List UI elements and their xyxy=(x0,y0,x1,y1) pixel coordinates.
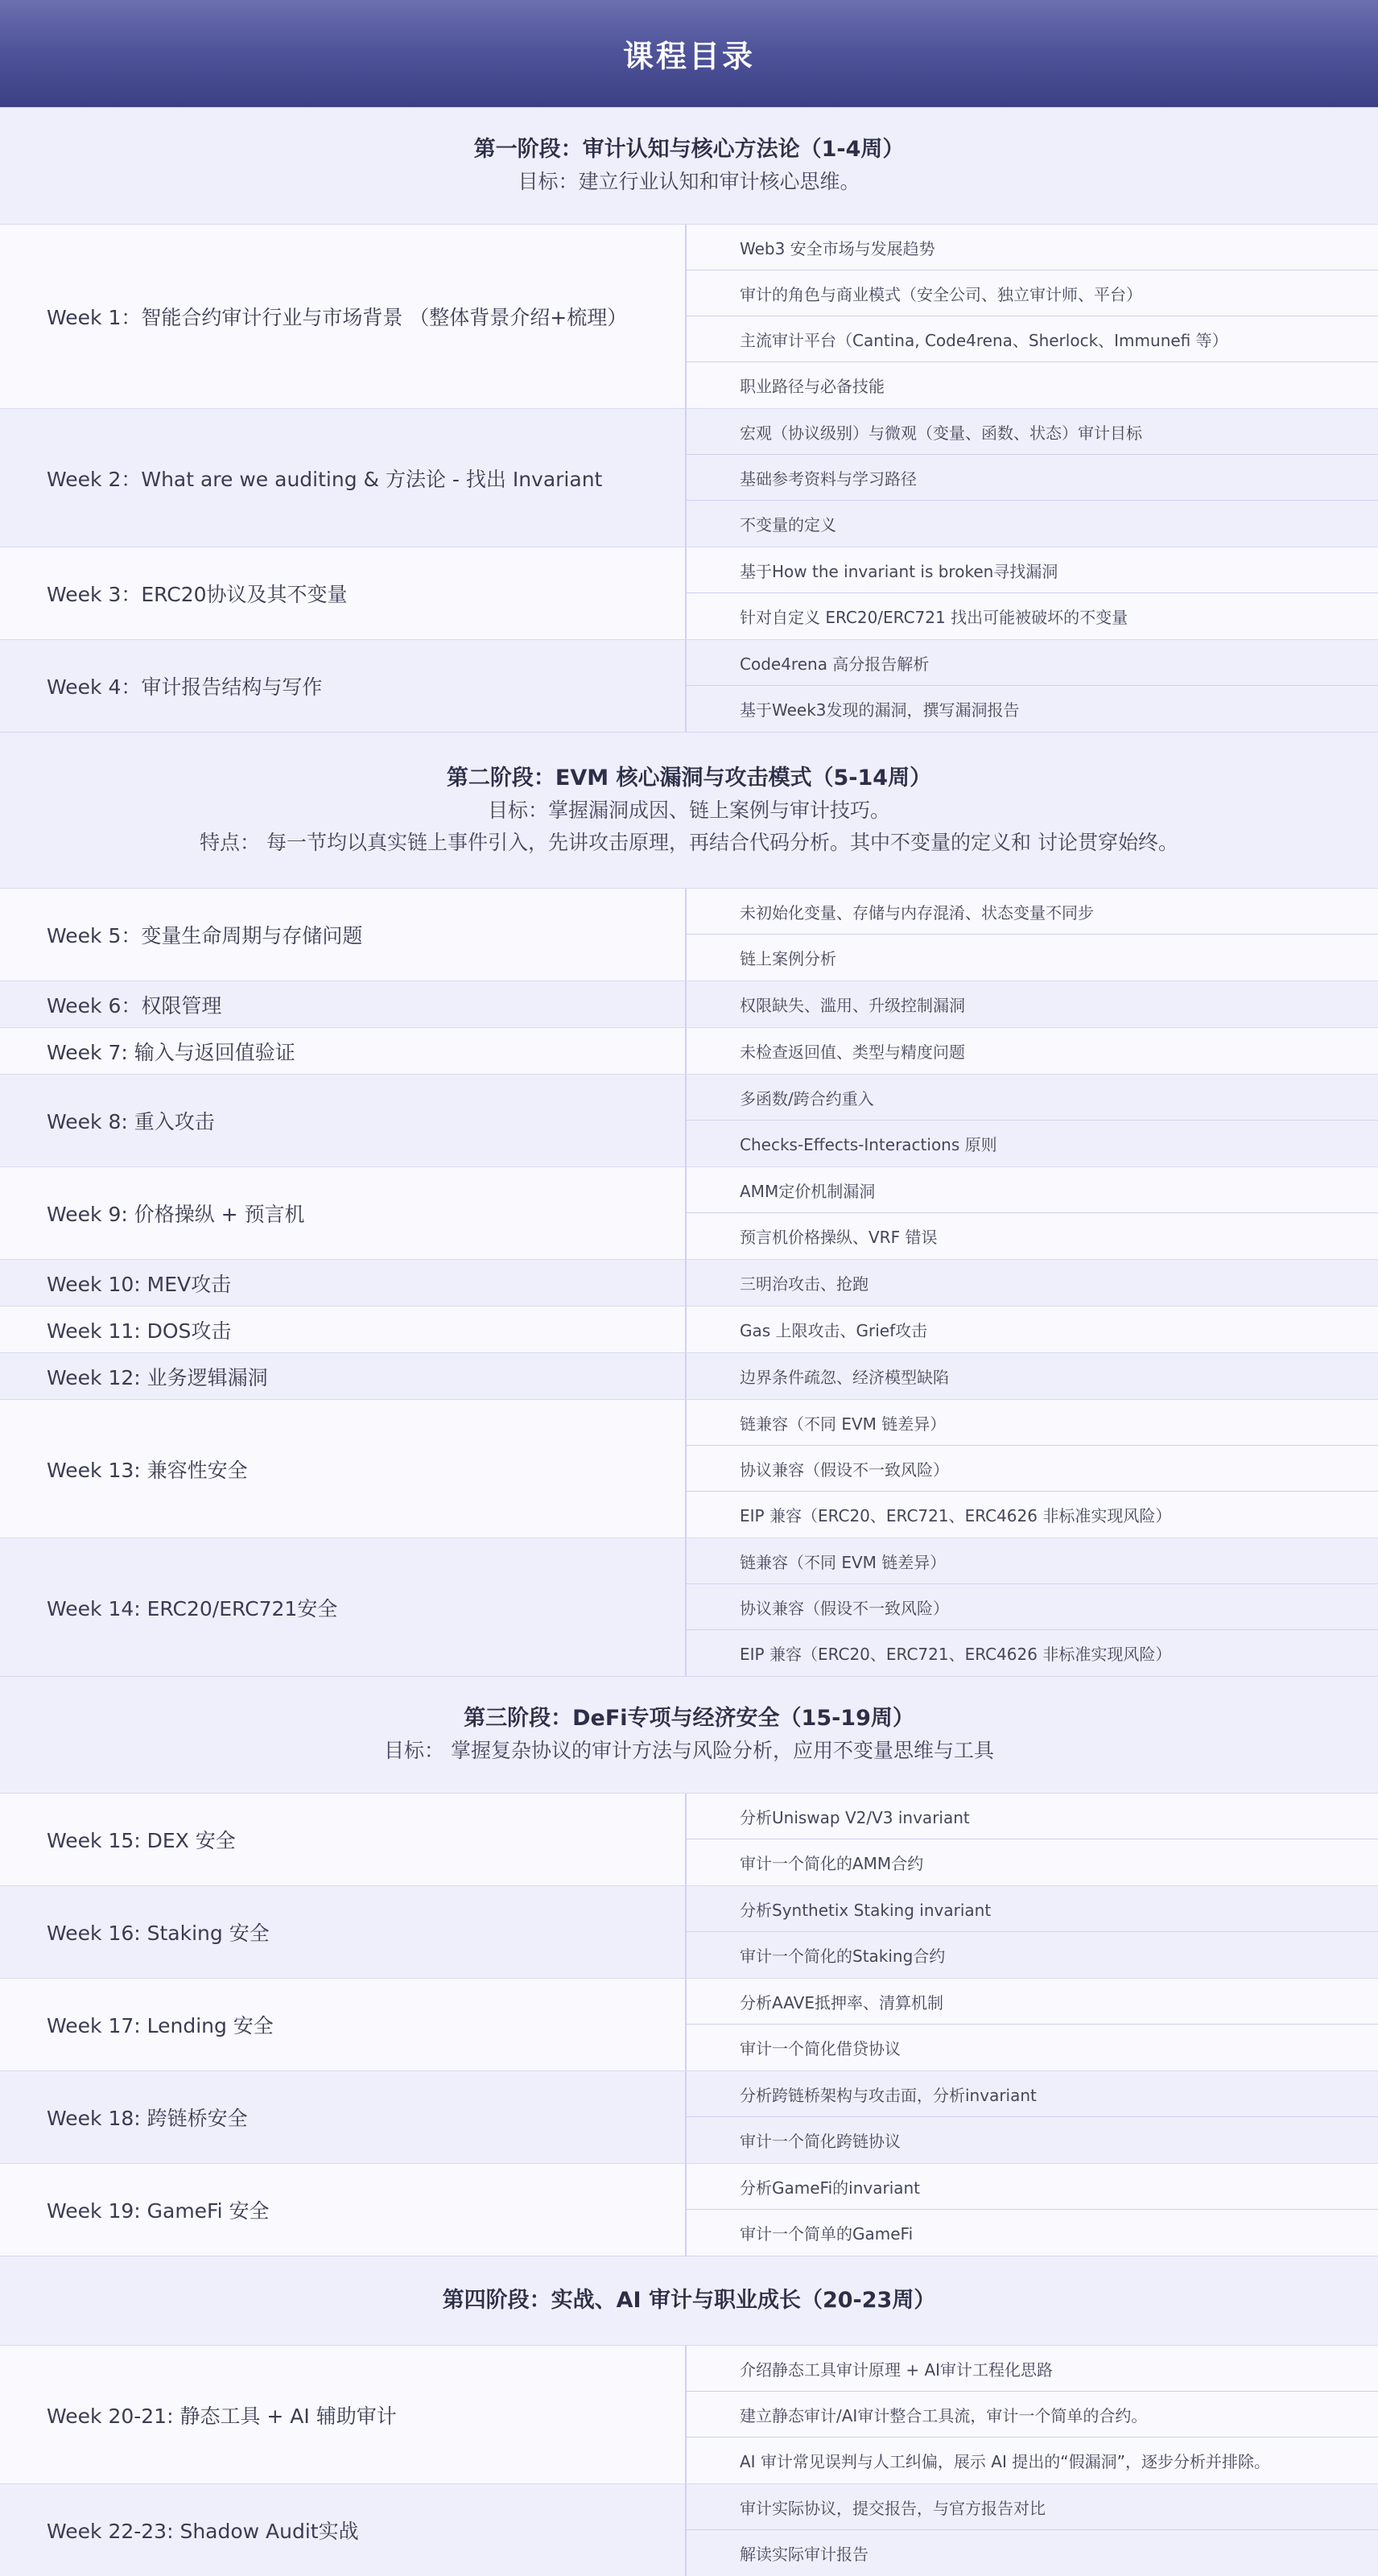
week-row xyxy=(0,1259,1378,1306)
week-title: Week 7: 输入与返回值验证 xyxy=(0,1028,687,1074)
topic-item: 介绍静态工具审计原理 + AI审计工程化思路 xyxy=(687,2346,1378,2392)
week-title: Week 9: 价格操纵 + 预言机 xyxy=(0,1167,687,1259)
topic-item: EIP 兼容（ERC20、ERC721、ERC4626 非标准实现风险） xyxy=(740,1645,1172,1664)
week-title: Week 20-21: 静态工具 + AI 辅助审计 xyxy=(0,2346,687,2483)
week-title: Week 16: Staking 安全 xyxy=(0,1886,687,1978)
week-topics xyxy=(687,1167,1378,1259)
stage-header xyxy=(0,1676,1378,1793)
topic-item: 解读实际审计报告 xyxy=(740,2545,868,2564)
topic-item: 审计一个简化的Staking合约 xyxy=(740,1946,946,1966)
week-row xyxy=(0,1399,1378,1538)
week-title: Week 4：审计报告结构与写作 xyxy=(0,640,687,732)
topic-item: 未初始化变量、存储与内存混淆、状态变量不同步 xyxy=(687,889,1378,935)
stage-header xyxy=(0,2256,1378,2345)
stage-description: 特点： 每一节均以真实链上事件引入，先讲攻击原理，再结合代码分析。其中不变量的定义和 讨论贯穿始终。 xyxy=(200,830,1178,854)
week-row xyxy=(0,2163,1378,2256)
week-topics xyxy=(687,1260,1378,1306)
topic-item: Web3 安全市场与发展趋势 xyxy=(687,225,1378,270)
topic-item: 审计一个简单的GameFi xyxy=(740,2224,914,2244)
week-topics xyxy=(687,2484,1378,2576)
stage-description: 目标：建立行业认知和审计核心思维。 xyxy=(518,170,860,193)
topic-item: 分析跨链桥架构与攻击面，分析invariant xyxy=(687,2071,1378,2117)
topic-item: 审计一个简化跨链协议 xyxy=(740,2132,901,2151)
topic-item: 三明治攻击、抢跑 xyxy=(740,1274,868,1294)
week-row xyxy=(0,1793,1378,1885)
week-topics xyxy=(687,2071,1378,2163)
week-topics xyxy=(687,640,1378,732)
topic-item: 基于How the invariant is broken寻找漏洞 xyxy=(687,547,1378,593)
topic-item: Code4rena 高分报告解析 xyxy=(687,640,1378,686)
week-topics xyxy=(687,1353,1378,1399)
topic-item: Gas 上限攻击、Grief攻击 xyxy=(740,1321,928,1340)
topic-item: 审计的角色与商业模式（安全公司、独立审计师、平台） xyxy=(687,270,1378,316)
topic-item: 链兼容（不同 EVM 链差异） xyxy=(687,1400,1378,1446)
stage-description: 目标： 掌握复杂协议的审计方法与风险分析，应用不变量思维与工具 xyxy=(384,1739,994,1762)
topic-item: 审计一个简化的AMM合约 xyxy=(740,1854,924,1873)
stage-description: 目标：掌握漏洞成因、链上案例与审计技巧。 xyxy=(487,798,890,822)
week-row xyxy=(0,980,1378,1027)
week-title: Week 18: 跨链桥安全 xyxy=(0,2071,687,2163)
topic-item: 主流审计平台（Cantina, Code4rena、Sherlock、Immunefi 等） xyxy=(687,316,1378,362)
week-title: Week 6：权限管理 xyxy=(0,981,687,1027)
week-title: Week 14: ERC20/ERC721安全 xyxy=(0,1538,687,1676)
week-title: Week 15: DEX 安全 xyxy=(0,1794,687,1885)
week-row xyxy=(0,1538,1378,1676)
week-row xyxy=(0,1885,1378,1978)
week-topics xyxy=(687,2346,1378,2483)
topic-item: 审计一个简化借贷协议 xyxy=(740,2039,901,2058)
topic-item: 协议兼容（假设不一致风险） xyxy=(687,1584,1378,1630)
week-row xyxy=(0,1027,1378,1074)
topic-item: 多函数/跨合约重入 xyxy=(687,1075,1378,1121)
stage-title: 第三阶段：DeFi专项与经济安全（15-19周） xyxy=(464,1706,914,1731)
stage-title: 第二阶段：EVM 核心漏洞与攻击模式（5-14周） xyxy=(446,765,932,791)
topic-item: 分析Uniswap V2/V3 invariant xyxy=(687,1794,1378,1839)
week-row xyxy=(0,1166,1378,1259)
week-title: Week 17: Lending 安全 xyxy=(0,1979,687,2070)
week-topics xyxy=(687,981,1378,1027)
week-topics xyxy=(687,1075,1378,1166)
week-row xyxy=(0,1306,1378,1352)
week-row xyxy=(0,2070,1378,2163)
week-topics xyxy=(687,1794,1378,1885)
topic-item: 针对自定义 ERC20/ERC721 找出可能被破坏的不变量 xyxy=(740,608,1128,627)
topic-item: 基础参考资料与学习路径 xyxy=(687,455,1378,501)
week-title: Week 11: DOS攻击 xyxy=(0,1307,687,1352)
topic-item: 协议兼容（假设不一致风险） xyxy=(687,1446,1378,1492)
week-topics xyxy=(687,1307,1378,1352)
topic-item: 预言机价格操纵、VRF 错误 xyxy=(740,1228,938,1247)
week-row xyxy=(0,1074,1378,1166)
week-topics xyxy=(687,889,1378,980)
topic-item: 边界条件疏忽、经济模型缺陷 xyxy=(740,1368,949,1387)
topic-item: 分析GameFi的invariant xyxy=(687,2164,1378,2210)
topic-item: 未检查返回值、类型与精度问题 xyxy=(740,1042,965,1062)
stage-header xyxy=(0,107,1378,224)
week-title: Week 12: 业务逻辑漏洞 xyxy=(0,1353,687,1399)
week-row xyxy=(0,1352,1378,1399)
topic-item: 基于Week3发现的漏洞，撰写漏洞报告 xyxy=(740,700,1020,720)
topic-item: 分析AAVE抵押率、清算机制 xyxy=(687,1979,1378,2025)
week-title: Week 8: 重入攻击 xyxy=(0,1075,687,1166)
topic-item: 建立静态审计/AI审计整合工具流，审计一个简单的合约。 xyxy=(687,2392,1378,2438)
topic-item: 链上案例分析 xyxy=(740,949,836,968)
week-row xyxy=(0,408,1378,547)
topic-item: AMM定价机制漏洞 xyxy=(687,1167,1378,1213)
topic-item: 分析Synthetix Staking invariant xyxy=(687,1886,1378,1932)
week-title: Week 2：What are we auditing & 方法论 - 找出 Invariant xyxy=(0,409,687,547)
topic-item: AI 审计常见误判与人工纠偏，展示 AI 提出的“假漏洞”，逐步分析并排除。 xyxy=(740,2452,1270,2471)
stage-title: 第四阶段：实战、AI 审计与职业成长（20-23周） xyxy=(442,2288,936,2313)
topic-item: 审计实际协议，提交报告，与官方报告对比 xyxy=(687,2484,1378,2530)
week-title: Week 3：ERC20协议及其不变量 xyxy=(0,547,687,639)
week-title: Week 10: MEV攻击 xyxy=(0,1260,687,1306)
topic-item: 权限缺失、滥用、升级控制漏洞 xyxy=(740,996,965,1015)
topic-item: Checks-Effects-Interactions 原则 xyxy=(740,1135,997,1154)
stage-header xyxy=(0,732,1378,888)
page-title: 课程目录 xyxy=(0,0,1378,107)
week-title: Week 13: 兼容性安全 xyxy=(0,1400,687,1538)
week-row xyxy=(0,639,1378,732)
week-row xyxy=(0,224,1378,408)
course-catalog xyxy=(0,107,1378,2576)
week-topics xyxy=(687,409,1378,547)
topic-item: 链兼容（不同 EVM 链差异） xyxy=(687,1538,1378,1584)
topic-item: 职业路径与必备技能 xyxy=(740,377,885,396)
week-title: Week 19: GameFi 安全 xyxy=(0,2164,687,2256)
week-topics xyxy=(687,1886,1378,1978)
week-topics xyxy=(687,547,1378,639)
week-topics xyxy=(687,1400,1378,1538)
week-topics xyxy=(687,1979,1378,2070)
week-row xyxy=(0,2483,1378,2576)
week-row xyxy=(0,2345,1378,2483)
week-title: Week 5：变量生命周期与存储问题 xyxy=(0,889,687,980)
stage-title: 第一阶段：审计认知与核心方法论（1-4周） xyxy=(473,137,905,162)
week-topics xyxy=(687,1028,1378,1074)
week-title: Week 1：智能合约审计行业与市场背景 （整体背景介绍+梳理） xyxy=(0,225,687,408)
week-title: Week 22-23: Shadow Audit实战 xyxy=(0,2484,687,2576)
week-topics xyxy=(687,225,1378,408)
week-topics xyxy=(687,2164,1378,2256)
topic-item: EIP 兼容（ERC20、ERC721、ERC4626 非标准实现风险） xyxy=(740,1506,1172,1525)
week-row xyxy=(0,547,1378,639)
topic-item: 宏观（协议级别）与微观（变量、函数、状态）审计目标 xyxy=(687,409,1378,455)
week-topics xyxy=(687,1538,1378,1676)
week-row xyxy=(0,1978,1378,2070)
week-row xyxy=(0,888,1378,980)
topic-item: 不变量的定义 xyxy=(740,515,836,535)
